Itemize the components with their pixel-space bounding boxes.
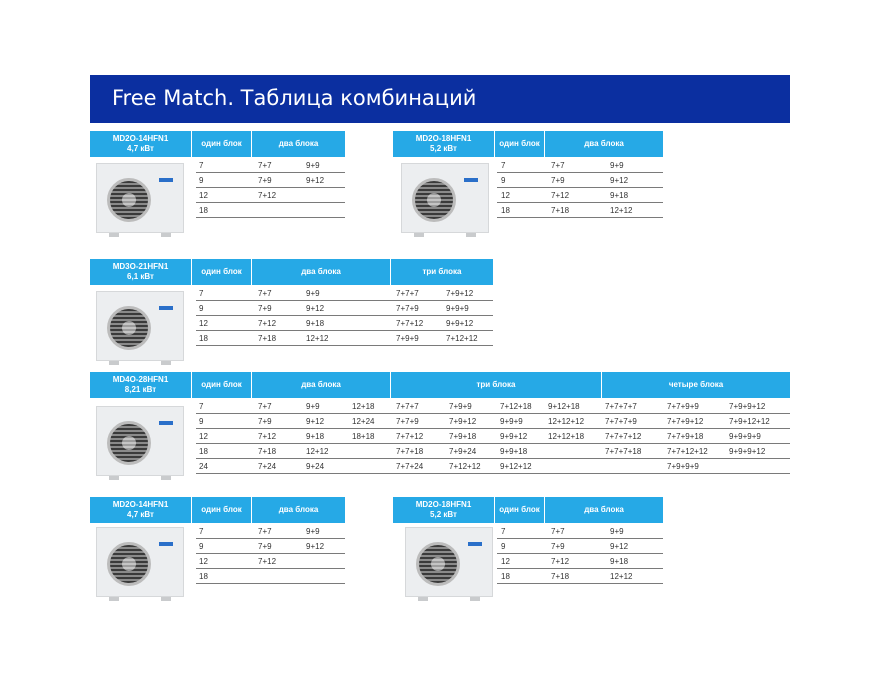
table-row [196, 317, 493, 331]
model-header [393, 497, 494, 523]
cell-single: 18 [501, 572, 510, 581]
cell-quad: 7+7+12+12 [667, 447, 708, 456]
cell-single: 12 [199, 432, 208, 441]
cell-pair: 9+18 [306, 319, 325, 328]
cell-quad: 7+7+7+9 [605, 417, 637, 426]
table-row [196, 332, 493, 346]
cell-triple: 7+7+9 [396, 304, 419, 313]
combo-table-md3o-21hfn1 [90, 259, 493, 364]
cell-pair: 7+18 [551, 206, 570, 215]
table-row [497, 174, 663, 188]
cell-quad: 7+7+9+12 [667, 417, 704, 426]
outdoor-unit-image [401, 163, 489, 233]
cell-triple: 7+9+12 [449, 417, 477, 426]
header-three-units: три блока [390, 259, 493, 285]
cell-pair: 7+9 [551, 542, 565, 551]
cell-triple: 9+12+12 [500, 462, 532, 471]
cell-triple: 9+9+9 [446, 304, 469, 313]
cell-single: 12 [501, 557, 510, 566]
cell-single: 7 [199, 289, 204, 298]
cell-single: 9 [199, 417, 204, 426]
model-power: 5,2 кВт [430, 510, 457, 519]
fan-grille [107, 306, 151, 350]
cell-pair: 9+12 [306, 417, 325, 426]
table-row [196, 174, 345, 188]
cell-pair: 12+24 [352, 417, 375, 426]
table-row [497, 555, 663, 569]
table-row [196, 189, 345, 203]
model-name: MD4O-28HFN1 [112, 375, 169, 384]
cell-pair: 7+7 [258, 289, 272, 298]
cell-quad: 7+7+7+12 [605, 432, 642, 441]
table-row [497, 189, 663, 203]
model-header [90, 497, 191, 523]
cell-single: 18 [199, 447, 208, 456]
table-row [196, 445, 790, 459]
model-header [90, 259, 191, 285]
cell-triple: 7+9+24 [449, 447, 477, 456]
cell-pair: 9+9 [306, 402, 320, 411]
cell-single: 7 [501, 161, 506, 170]
cell-pair: 7+12 [258, 319, 277, 328]
cell-pair: 7+18 [551, 572, 570, 581]
model-name: MD2O-18HFN1 [415, 500, 472, 509]
cell-pair: 7+9 [258, 304, 272, 313]
table-row [497, 159, 663, 173]
cell-quad: 7+9+9+9 [667, 462, 699, 471]
cell-triple: 7+9+18 [449, 432, 477, 441]
cell-pair: 12+12 [610, 206, 633, 215]
cell-triple: 7+7+24 [396, 462, 424, 471]
fan-grille [412, 178, 456, 222]
cell-single: 18 [199, 206, 208, 215]
table-row [196, 400, 790, 414]
cell-single: 9 [199, 304, 204, 313]
brand-logo [159, 306, 173, 310]
brand-logo [159, 421, 173, 425]
cell-single: 7 [501, 527, 506, 536]
cell-pair: 9+9 [610, 161, 624, 170]
cell-quad: 7+9+9+12 [729, 402, 766, 411]
fan-grille [107, 178, 151, 222]
cell-pair: 7+9 [551, 176, 565, 185]
header-one-unit: один блок [191, 372, 251, 398]
table-row [196, 570, 345, 584]
cell-pair: 7+12 [551, 191, 570, 200]
header-three-units: три блока [390, 372, 601, 398]
table-row [196, 415, 790, 429]
cell-triple: 12+12+18 [548, 432, 585, 441]
fan-grille [107, 542, 151, 586]
cell-single: 18 [199, 334, 208, 343]
cell-pair: 7+9 [258, 176, 272, 185]
cell-pair: 9+9 [610, 527, 624, 536]
combo-table-md2o-18hfn1-bottom [393, 497, 663, 597]
model-power: 8,21 кВт [124, 385, 157, 394]
fan-grille [416, 542, 460, 586]
model-name: MD3O-21HFN1 [112, 262, 169, 271]
brand-logo [159, 542, 173, 546]
model-power: 6,1 кВт [127, 272, 154, 281]
table-row [196, 287, 493, 301]
cell-single: 12 [199, 191, 208, 200]
cell-pair: 9+9 [306, 527, 320, 536]
cell-pair: 9+18 [610, 191, 629, 200]
cell-triple: 7+7+7 [396, 289, 419, 298]
cell-pair: 7+7 [551, 161, 565, 170]
cell-pair: 7+12 [258, 432, 277, 441]
cell-pair: 9+12 [306, 542, 325, 551]
table-row [196, 460, 790, 474]
cell-single: 9 [501, 542, 506, 551]
header-two-units: два блока [251, 372, 390, 398]
model-name: MD2O-14HFN1 [112, 500, 169, 509]
cell-pair: 9+24 [306, 462, 325, 471]
cell-quad: 7+7+9+9 [667, 402, 699, 411]
cell-single: 12 [199, 319, 208, 328]
cell-pair: 9+12 [610, 542, 629, 551]
outdoor-unit-image [96, 527, 184, 597]
cell-single: 12 [199, 557, 208, 566]
cell-triple: 9+12+18 [548, 402, 580, 411]
cell-quad: 7+7+9+18 [667, 432, 704, 441]
cell-triple: 7+12+18 [500, 402, 532, 411]
cell-triple: 9+9+9 [500, 417, 523, 426]
outdoor-unit-image [96, 406, 184, 476]
header-four-units: четыре блока [601, 372, 790, 398]
cell-triple: 12+12+12 [548, 417, 585, 426]
header-one-unit: один блок [191, 497, 251, 523]
table-row [196, 159, 345, 173]
cell-triple: 7+9+9 [449, 402, 472, 411]
cell-pair: 9+18 [610, 557, 629, 566]
cell-pair: 7+12 [258, 557, 277, 566]
cell-pair: 18+18 [352, 432, 375, 441]
model-power: 4,7 кВт [127, 510, 154, 519]
model-header [393, 131, 494, 157]
cell-triple: 7+12+12 [446, 334, 478, 343]
combo-table-md2o-18hfn1 [393, 131, 663, 226]
model-power: 5,2 кВт [430, 144, 457, 153]
title-banner [90, 75, 790, 123]
cell-triple: 9+9+12 [446, 319, 474, 328]
cell-triple: 7+9+12 [446, 289, 474, 298]
header-two-units: два блока [251, 497, 345, 523]
cell-triple: 7+7+18 [396, 447, 424, 456]
cell-pair: 7+24 [258, 462, 277, 471]
cell-pair: 7+18 [258, 447, 277, 456]
cell-pair: 12+12 [306, 334, 329, 343]
cell-pair: 9+9 [306, 161, 320, 170]
brand-logo [468, 542, 482, 546]
cell-pair: 9+9 [306, 289, 320, 298]
combo-table-md2o-14hfn1 [90, 131, 345, 226]
cell-pair: 7+18 [258, 334, 277, 343]
table-row [497, 570, 663, 584]
cell-quad: 7+9+12+12 [729, 417, 770, 426]
brand-logo [159, 178, 173, 182]
cell-triple: 9+9+12 [500, 432, 528, 441]
header-two-units: два блока [544, 497, 663, 523]
outdoor-unit-image [405, 527, 493, 597]
brand-logo [464, 178, 478, 182]
combo-table-md4o-28hfn1 [90, 372, 790, 482]
cell-single: 18 [501, 206, 510, 215]
cell-single: 7 [199, 527, 204, 536]
header-two-units: два блока [251, 259, 390, 285]
cell-single: 9 [199, 542, 204, 551]
table-row [196, 302, 493, 316]
cell-single: 12 [501, 191, 510, 200]
cell-single: 18 [199, 572, 208, 581]
cell-triple: 7+12+12 [449, 462, 481, 471]
cell-quad: 9+9+9+9 [729, 432, 761, 441]
cell-pair: 12+18 [352, 402, 375, 411]
cell-single: 9 [501, 176, 506, 185]
header-one-unit: один блок [494, 131, 544, 157]
table-row [196, 204, 345, 218]
header-two-units: два блока [544, 131, 663, 157]
cell-pair: 9+12 [306, 176, 325, 185]
header-one-unit: один блок [191, 131, 251, 157]
cell-single: 7 [199, 402, 204, 411]
cell-single: 9 [199, 176, 204, 185]
table-row [196, 525, 345, 539]
cell-quad: 7+7+7+7 [605, 402, 637, 411]
header-one-unit: один блок [191, 259, 251, 285]
cell-single: 24 [199, 462, 208, 471]
table-row [196, 430, 790, 444]
table-row [196, 555, 345, 569]
table-row [497, 525, 663, 539]
cell-pair: 9+12 [306, 304, 325, 313]
cell-triple: 7+7+12 [396, 319, 424, 328]
cell-triple: 7+9+9 [396, 334, 419, 343]
cell-quad: 7+7+7+18 [605, 447, 642, 456]
header-one-unit: один блок [494, 497, 544, 523]
table-row [497, 204, 663, 218]
combo-table-md2o-14hfn1-bottom [90, 497, 345, 592]
cell-pair: 12+12 [306, 447, 329, 456]
model-header [90, 372, 191, 398]
table-row [196, 540, 345, 554]
cell-pair: 12+12 [610, 572, 633, 581]
cell-pair: 7+7 [258, 527, 272, 536]
cell-quad: 9+9+9+12 [729, 447, 766, 456]
outdoor-unit-image [96, 291, 184, 361]
outdoor-unit-image [96, 163, 184, 233]
cell-pair: 7+12 [551, 557, 570, 566]
cell-pair: 7+7 [551, 527, 565, 536]
cell-pair: 9+18 [306, 432, 325, 441]
cell-single: 7 [199, 161, 204, 170]
cell-pair: 7+9 [258, 542, 272, 551]
cell-pair: 9+12 [610, 176, 629, 185]
table-row [497, 540, 663, 554]
cell-triple: 7+7+12 [396, 432, 424, 441]
fan-grille [107, 421, 151, 465]
page-title: Free Match. Таблица комбинаций [112, 86, 477, 110]
cell-pair: 7+12 [258, 191, 277, 200]
cell-triple: 9+9+18 [500, 447, 528, 456]
cell-triple: 7+7+7 [396, 402, 419, 411]
header-two-units: два блока [251, 131, 345, 157]
cell-pair: 7+9 [258, 417, 272, 426]
cell-pair: 7+7 [258, 161, 272, 170]
cell-pair: 7+7 [258, 402, 272, 411]
model-name: MD2O-14HFN1 [112, 134, 169, 143]
cell-triple: 7+7+9 [396, 417, 419, 426]
model-name: MD2O-18HFN1 [415, 134, 472, 143]
model-power: 4,7 кВт [127, 144, 154, 153]
model-header [90, 131, 191, 157]
